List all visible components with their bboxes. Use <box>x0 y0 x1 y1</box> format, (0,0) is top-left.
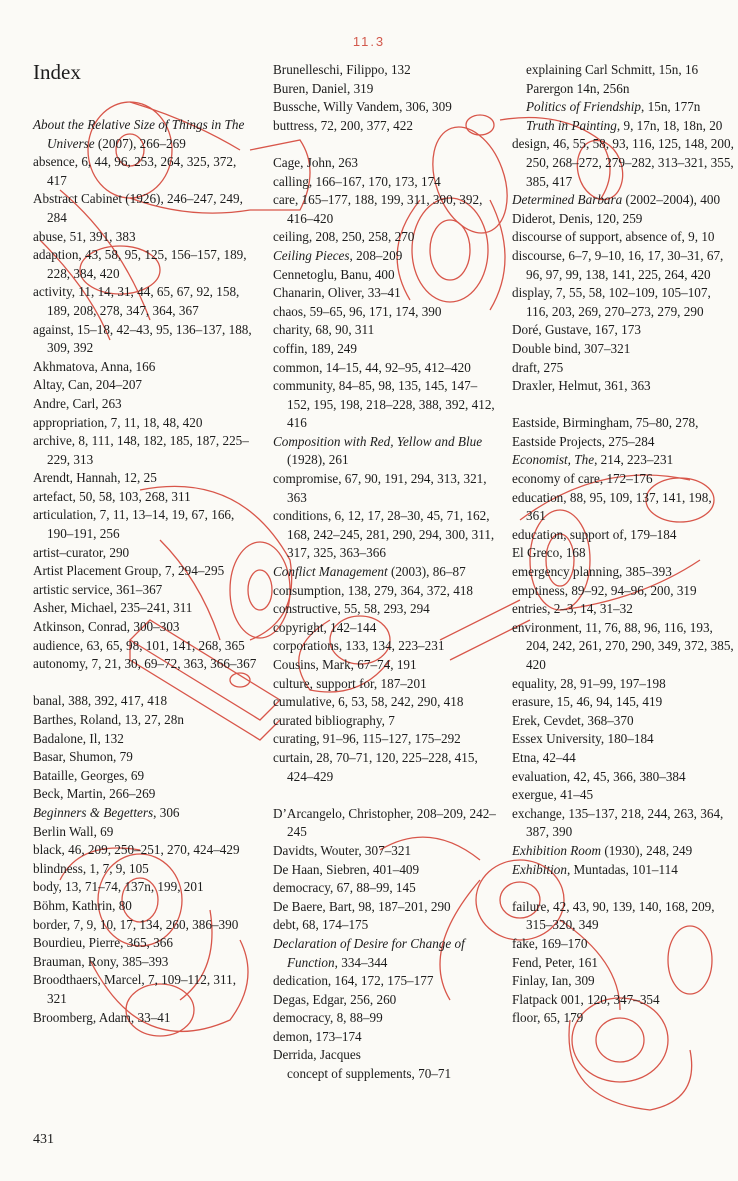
letter-group-gap <box>512 396 734 415</box>
index-entry <box>273 507 497 563</box>
index-subentry <box>512 61 734 80</box>
entry-text: Etna, 42–44 <box>512 749 576 765</box>
entry-text: Erek, Cevdet, 368–370 <box>512 712 634 728</box>
entry-title-italic: Determined Barbara <box>512 192 623 208</box>
entry-text: blindness, 1, 7, 9, 105 <box>33 860 149 876</box>
index-entry <box>273 898 497 917</box>
index-column-2 <box>273 0 497 1084</box>
index-entry <box>273 805 497 842</box>
index-entry <box>273 80 497 99</box>
entry-text: education, 88, 95, 109, 137, 141, 198, 361 <box>512 489 712 524</box>
index-entry <box>273 1028 497 1047</box>
index-entry <box>273 991 497 1010</box>
index-entry <box>512 954 734 973</box>
entry-text: absence, 6, 44, 96, 253, 264, 325, 372, 417 <box>33 154 237 188</box>
index-entry <box>273 117 497 136</box>
entry-text: De Haan, Siebren, 401–409 <box>273 861 420 877</box>
entry-text: exchange, 135–137, 218, 244, 263, 364, 387, 390 <box>512 805 724 840</box>
entry-text: exergue, 41–45 <box>512 787 594 803</box>
entry-text: Asher, Michael, 235–241, 311 <box>33 600 193 616</box>
index-entry <box>512 730 734 749</box>
index-entry <box>512 359 734 378</box>
index-entry <box>273 266 497 285</box>
index-entry <box>33 767 257 786</box>
index-entry <box>273 154 497 173</box>
index-entry <box>273 712 497 731</box>
index-entry <box>273 842 497 861</box>
index-entry <box>33 637 257 656</box>
page-title: Index <box>33 60 81 84</box>
entry-text: Essex University, 180–184 <box>512 731 654 747</box>
entry-text: artist–curator, 290 <box>33 544 130 560</box>
index-entry <box>33 283 257 320</box>
index-entry <box>273 619 497 638</box>
entry-text: draft, 275 <box>512 359 564 375</box>
entry-text: care, 165–177, 188, 199, 311, 390, 392, 416–420 <box>273 192 483 226</box>
index-entry <box>512 582 734 601</box>
entry-text: articulation, 7, 11, 13–14, 19, 67, 166, 190–191, 256 <box>33 507 235 542</box>
index-entry <box>33 860 257 879</box>
index-entry <box>33 562 257 581</box>
index-entry <box>273 61 497 80</box>
entry-text: concept of supplements, 70–71 <box>287 1066 452 1082</box>
entry-text: De Baere, Bart, 98, 187–201, 290 <box>273 898 451 914</box>
index-entry <box>512 228 734 247</box>
entry-title-italic: Composition with Red, Yellow and Blue <box>273 433 483 449</box>
entry-text: failure, 42, 43, 90, 139, 140, 168, 209, 315–320, 349 <box>512 898 715 933</box>
index-entry <box>273 563 497 582</box>
index-entry <box>33 395 257 414</box>
index-entry <box>273 340 497 359</box>
index-entry <box>33 618 257 637</box>
entry-text: Andre, Carl, 263 <box>33 395 122 411</box>
entry-text: charity, 68, 90, 311 <box>273 322 375 338</box>
entry-text: Doré, Gustave, 167, 173 <box>512 322 641 338</box>
entry-text: Draxler, Helmut, 361, 363 <box>512 378 651 394</box>
index-entry <box>512 805 734 842</box>
entry-text: coffin, 189, 249 <box>273 340 357 356</box>
entry-text: conditions, 6, 12, 17, 28–30, 45, 71, 162, 168, 242–245, 281, 290, 294, 300, 311, 317, 325, 363–366 <box>273 508 495 561</box>
index-entry <box>512 433 734 452</box>
index-entry <box>273 935 497 972</box>
index-entry <box>512 284 734 321</box>
entry-text: Cage, John, 263 <box>273 154 358 170</box>
index-entry <box>273 1009 497 1028</box>
index-column-1 <box>33 0 257 1027</box>
entry-text: Broomberg, Adam, 33–41 <box>33 1009 171 1025</box>
index-entry <box>33 469 257 488</box>
entry-title-italic: Conflict Management <box>273 564 388 580</box>
entry-text: environment, 11, 76, 88, 96, 116, 193, 204, 242, 261, 270, 290, 349, 372, 385, 420 <box>512 619 734 672</box>
entry-text: Bataille, Georges, 69 <box>33 767 145 783</box>
entry-text: discourse of support, absence of, 9, 10 <box>512 229 715 245</box>
entry-pages: , 214, 223–231 <box>594 452 674 468</box>
entry-title-italic: Truth in Painting <box>526 117 617 133</box>
entry-text: copyright, 142–144 <box>273 619 377 635</box>
chapter-number: 11.3 <box>352 34 386 49</box>
index-entry <box>512 861 734 880</box>
index-entry <box>512 786 734 805</box>
index-subentry <box>512 98 734 117</box>
index-entry <box>33 246 257 283</box>
entry-text: democracy, 67, 88–99, 145 <box>273 880 416 896</box>
entry-text: design, 46, 55, 58, 93, 116, 125, 148, 200, 250, 268–272, 279–282, 313–321, 355, 385, 417 <box>512 136 734 189</box>
entry-text: Derrida, Jacques <box>273 1047 361 1063</box>
index-entry <box>33 823 257 842</box>
index-entry <box>33 506 257 543</box>
entry-text: Broodthaers, Marcel, 7, 109–112, 311, 321 <box>33 972 237 1006</box>
index-entry <box>33 897 257 916</box>
entry-title-italic: Declaration of Desire for Change of Function <box>273 935 465 970</box>
entry-text: Basar, Shumon, 79 <box>33 749 133 765</box>
index-entry <box>512 321 734 340</box>
index-entry <box>273 433 497 470</box>
entry-text: economy of care, 172–176 <box>512 471 653 487</box>
entry-pages: , 9, 17n, 18, 18n, 20 <box>616 117 723 133</box>
index-entry <box>273 321 497 340</box>
entry-text: culture, support for, 187–201 <box>273 675 427 691</box>
index-entry <box>512 768 734 787</box>
entry-text: Degas, Edgar, 256, 260 <box>273 991 397 1007</box>
entry-pages: (2003), 86–87 <box>387 564 466 580</box>
letter-group-gap <box>33 674 257 693</box>
entry-text: emptiness, 89–92, 94–96, 200, 319 <box>512 582 697 598</box>
entry-text: floor, 65, 179 <box>512 1010 584 1026</box>
index-entry <box>273 303 497 322</box>
index-entry <box>273 972 497 991</box>
index-entry <box>33 655 257 674</box>
index-entry <box>512 935 734 954</box>
index-entry <box>512 842 734 861</box>
entry-title-italic: Politics of Friendship <box>526 99 642 115</box>
index-entry <box>273 600 497 619</box>
entry-text: Flatpack 001, 120, 347–354 <box>512 991 660 1007</box>
index-entry <box>33 1009 257 1028</box>
entry-text: chaos, 59–65, 96, 171, 174, 390 <box>273 303 442 319</box>
entry-title-italic: Exhibition Room <box>512 842 602 858</box>
entry-text: Berlin Wall, 69 <box>33 823 114 839</box>
entry-text: Buren, Daniel, 319 <box>273 80 374 96</box>
index-entry <box>33 153 257 190</box>
entry-text: Cousins, Mark, 67–74, 191 <box>273 657 417 672</box>
entry-text: entries, 2–3, 14, 31–32 <box>512 601 633 617</box>
entry-text: erasure, 15, 46, 94, 145, 419 <box>512 694 663 710</box>
index-entry <box>33 116 257 153</box>
index-entry <box>512 247 734 284</box>
entry-text: Parergon 14n, 256n <box>526 80 630 96</box>
index-entry <box>33 953 257 972</box>
entry-text: education, support of, 179–184 <box>512 526 677 542</box>
index-entry <box>512 544 734 563</box>
index-entry <box>273 879 497 898</box>
entry-text: ceiling, 208, 250, 258, 270 <box>273 229 415 245</box>
index-entry <box>273 247 497 266</box>
entry-text: activity, 11, 14, 31, 44, 65, 67, 92, 158, 189, 208, 278, 347, 364, 367 <box>33 284 240 318</box>
index-entry <box>512 712 734 731</box>
index-entry <box>33 730 257 749</box>
index-entry <box>33 544 257 563</box>
index-entry <box>33 785 257 804</box>
entry-text: curated bibliography, 7 <box>273 712 395 728</box>
index-entry <box>273 749 497 786</box>
index-entry <box>273 916 497 935</box>
index-entry <box>512 414 734 433</box>
entry-text: autonomy, 7, 21, 30, 69–72, 363, 366–367 <box>33 656 257 672</box>
index-entry <box>512 1009 734 1028</box>
index-entry <box>33 190 257 227</box>
index-entry <box>273 228 497 247</box>
entry-text: compromise, 67, 90, 191, 294, 313, 321, 363 <box>273 471 487 505</box>
entry-pages: (1928), 261 <box>287 452 349 468</box>
index-entry <box>33 376 257 395</box>
index-entry <box>33 971 257 1008</box>
entry-text: emergency planning, 385–393 <box>512 564 672 580</box>
index-entry <box>512 600 734 619</box>
entry-pages: (2002–2004), 400 <box>622 192 721 208</box>
entry-text: archive, 8, 111, 148, 182, 185, 187, 225–229, 313 <box>33 433 249 467</box>
entry-text: consumption, 138, 279, 364, 372, 418 <box>273 582 474 598</box>
index-entry <box>273 730 497 749</box>
entry-title-italic: About the Relative Size of Things in The Universe <box>33 117 245 151</box>
index-entry <box>512 991 734 1010</box>
entry-text: Chanarin, Oliver, 33–41 <box>273 285 401 301</box>
index-entry <box>33 358 257 377</box>
index-entry <box>273 656 497 675</box>
entry-text: fake, 169–170 <box>512 935 588 951</box>
entry-pages: , 306 <box>153 804 180 820</box>
entry-pages: , 208–209 <box>349 247 403 263</box>
entry-text: Fend, Peter, 161 <box>512 954 598 970</box>
entry-text: Abstract Cabinet (1926), 246–247, 249, 284 <box>33 191 243 225</box>
entry-text: Artist Placement Group, 7, 294–295 <box>33 563 225 579</box>
entry-text: calling, 166–167, 170, 173, 174 <box>273 173 441 189</box>
page-number: 431 <box>33 1132 54 1147</box>
index-entry <box>512 693 734 712</box>
letter-group-gap <box>273 786 497 805</box>
entry-pages: (2007), 266–269 <box>94 135 186 151</box>
index-entry <box>512 377 734 396</box>
index-entry <box>33 692 257 711</box>
index-subentry <box>512 80 734 99</box>
index-entry <box>33 432 257 469</box>
index-entry <box>33 916 257 935</box>
index-entry <box>273 637 497 656</box>
index-entry <box>512 191 734 210</box>
index-column-3 <box>512 0 734 1028</box>
entry-text: buttress, 72, 200, 377, 422 <box>273 117 413 133</box>
index-entry <box>512 470 734 489</box>
entry-text: curtain, 28, 70–71, 120, 225–228, 415, 424–429 <box>273 749 478 784</box>
entry-text: against, 15–18, 42–43, 95, 136–137, 188, 309, 392 <box>33 321 252 356</box>
entry-text: Brauman, Rony, 385–393 <box>33 953 169 969</box>
entry-text: Atkinson, Conrad, 300–303 <box>33 619 180 635</box>
letter-group-gap <box>512 879 734 898</box>
entry-text: discourse, 6–7, 9–10, 16, 17, 30–31, 67, 96, 97, 99, 138, 141, 225, 264, 420 <box>512 247 724 282</box>
entry-pages: (1930), 248, 249 <box>601 842 693 858</box>
index-entry <box>33 228 257 247</box>
entry-text: corporations, 133, 134, 223–231 <box>273 638 445 654</box>
entry-text: democracy, 8, 88–99 <box>273 1010 383 1026</box>
index-entry <box>512 526 734 545</box>
index-entry <box>273 377 497 433</box>
entry-text: evaluation, 42, 45, 366, 380–384 <box>512 768 686 784</box>
entry-text: Cennetoglu, Banu, 400 <box>273 266 395 282</box>
entry-text: Barthes, Roland, 13, 27, 28n <box>33 712 184 727</box>
entry-text: Bussche, Willy Vandem, 306, 309 <box>273 99 452 115</box>
entry-pages: , 15n, 177n <box>641 99 701 115</box>
entry-title-italic: Economist, The <box>512 452 595 468</box>
entry-text: banal, 388, 392, 417, 418 <box>33 693 168 709</box>
entry-text: Arendt, Hannah, 12, 25 <box>33 470 157 486</box>
entry-text: body, 13, 71–74, 137n, 199, 201 <box>33 879 204 895</box>
index-entry <box>512 340 734 359</box>
entry-text: Eastside, Birmingham, 75–80, 278, <box>512 415 699 431</box>
entry-text: Diderot, Denis, 120, 259 <box>512 210 643 226</box>
index-entry <box>512 749 734 768</box>
entry-title-italic: Ceiling Pieces <box>273 247 350 263</box>
entry-text: black, 46, 209, 250–251, 270, 424–429 <box>33 842 240 858</box>
index-entry <box>273 173 497 192</box>
index-entry <box>33 934 257 953</box>
entry-text: audience, 63, 65, 98, 101, 141, 268, 365 <box>33 637 245 653</box>
entry-text: artefact, 50, 58, 103, 268, 311 <box>33 488 191 504</box>
index-entry <box>273 191 497 228</box>
index-entry <box>33 581 257 600</box>
index-entry <box>33 488 257 507</box>
index-entry <box>512 451 734 470</box>
index-entry <box>33 321 257 358</box>
index-entry <box>512 210 734 229</box>
index-entry <box>33 711 257 730</box>
entry-text: display, 7, 55, 58, 102–109, 105–107, 116, 203, 269, 270–273, 279, 290 <box>512 285 711 319</box>
index-entry <box>33 414 257 433</box>
index-entry <box>273 98 497 117</box>
index-entry <box>33 599 257 618</box>
entry-text: curating, 91–96, 115–127, 175–292 <box>273 731 461 747</box>
entry-text: Badalone, Il, 132 <box>33 730 124 746</box>
index-entry <box>273 861 497 880</box>
index-entry <box>33 804 257 823</box>
entry-text: Eastside Projects, 275–284 <box>512 433 655 449</box>
index-entry <box>512 619 734 675</box>
entry-text: El Greco, 168 <box>512 545 586 561</box>
index-entry <box>33 841 257 860</box>
entry-text: Double bind, 307–321 <box>512 340 631 356</box>
entry-text: border, 7, 9, 10, 17, 134, 260, 386–390 <box>33 916 239 932</box>
entry-text: demon, 173–174 <box>273 1028 362 1044</box>
index-entry <box>273 284 497 303</box>
entry-text: constructive, 55, 58, 293, 294 <box>273 601 430 617</box>
entry-text: debt, 68, 174–175 <box>273 917 369 933</box>
entry-text: Beck, Martin, 266–269 <box>33 786 156 802</box>
index-entry <box>273 582 497 601</box>
entry-pages: , Muntadas, 101–114 <box>566 861 678 877</box>
entry-text: Böhm, Kathrin, 80 <box>33 897 132 913</box>
index-entry <box>512 675 734 694</box>
index-entry <box>512 898 734 935</box>
entry-title-italic: Beginners & Begetters <box>33 804 154 820</box>
index-entry <box>273 1046 497 1065</box>
entry-text: cumulative, 6, 53, 58, 242, 290, 418 <box>273 694 464 710</box>
entry-text: dedication, 164, 172, 175–177 <box>273 973 434 989</box>
entry-text: Akhmatova, Anna, 166 <box>33 358 156 374</box>
index-subentry <box>273 1065 497 1084</box>
entry-text: Finlay, Ian, 309 <box>512 973 595 989</box>
index-entry <box>33 748 257 767</box>
entry-text: Davidts, Wouter, 307–321 <box>273 842 412 858</box>
index-entry <box>273 470 497 507</box>
index-entry <box>273 675 497 694</box>
entry-text: appropriation, 7, 11, 18, 48, 420 <box>33 414 203 430</box>
entry-text: Brunelleschi, Filippo, 132 <box>273 62 411 77</box>
entry-text: abuse, 51, 391, 383 <box>33 228 136 244</box>
entry-text: Altay, Can, 204–207 <box>33 377 143 393</box>
entry-text: adaption, 43, 58, 95, 125, 156–157, 189, 228, 384, 420 <box>33 247 247 281</box>
entry-text: explaining Carl Schmitt, 15n, 16 <box>526 62 699 77</box>
letter-group-gap <box>273 135 497 154</box>
index-entry <box>273 359 497 378</box>
index-entry <box>512 563 734 582</box>
index-entry <box>512 972 734 991</box>
index-entry <box>512 135 734 191</box>
index-entry <box>512 489 734 526</box>
entry-pages: , 334–344 <box>334 954 388 970</box>
entry-text: Bourdieu, Pierre, 365, 366 <box>33 935 173 951</box>
index-entry <box>33 878 257 897</box>
entry-text: D’Arcangelo, Christopher, 208–209, 242–245 <box>273 805 496 840</box>
entry-text: equality, 28, 91–99, 197–198 <box>512 675 666 691</box>
entry-text: artistic service, 361–367 <box>33 581 163 597</box>
index-entry <box>273 693 497 712</box>
entry-text: community, 84–85, 98, 135, 145, 147–152, 195, 198, 218–228, 388, 392, 412, 416 <box>273 378 495 431</box>
entry-text: common, 14–15, 44, 92–95, 412–420 <box>273 359 471 375</box>
index-subentry <box>512 117 734 136</box>
entry-title-italic: Exhibition <box>512 861 567 877</box>
